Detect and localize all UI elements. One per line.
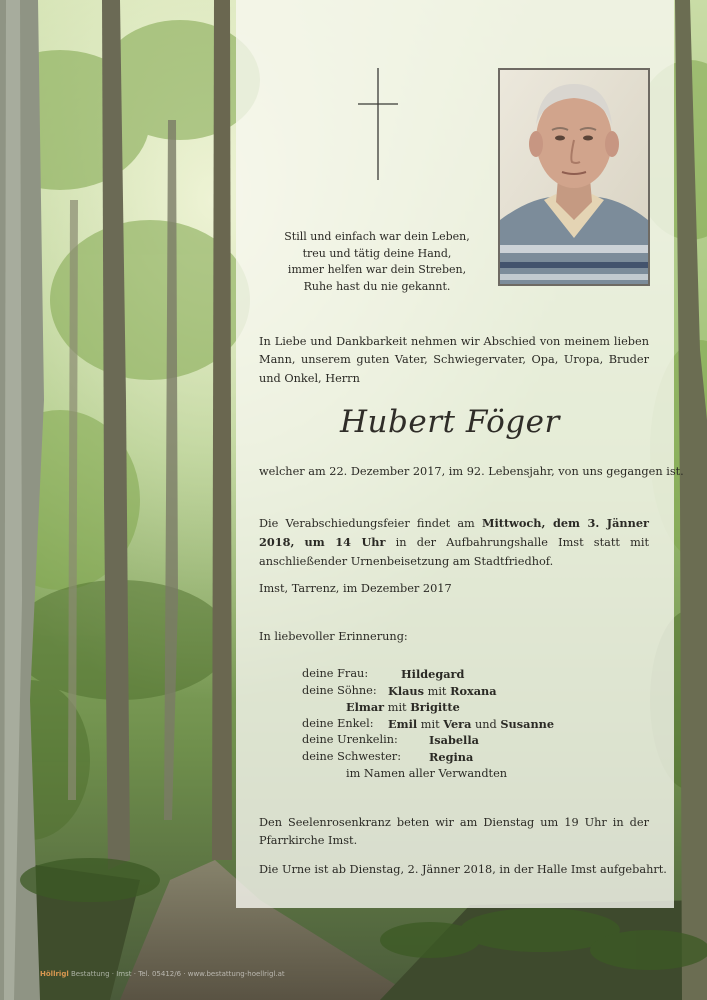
rosary-text: Den Seelenrosenkranz beten wir am Dienstag um 19 Uhr in der Pfarrkirche Imst.: [259, 816, 649, 848]
poem-line: treu und tätig deine Hand,: [302, 246, 452, 260]
grandchildren-label: deine Enkel:: [302, 717, 374, 730]
poem: [262, 229, 492, 295]
wife-name: Hildegard: [401, 667, 465, 681]
ceremony-part1: Die Verabschiedungsfeier findet am: [259, 517, 482, 530]
ceremony-part2: in der Aufbahrungshalle Imst statt mit anschließender Urnenbeisetzung am Stadtfriedhof.: [259, 536, 649, 568]
ceremony-date: Mittwoch, dem 3. Jänner 2018,: [259, 516, 649, 550]
intro-text: In Liebe und Dankbarkeit nehmen wir Abschied von meinem lieben Mann, unserem guten Vater, Schwiegervater, Opa, Uropa, Bruder und Onkel, Herrn: [259, 335, 649, 385]
ceremony-text: [259, 514, 649, 571]
son-1: Klaus mit Roxana: [388, 684, 497, 698]
cross-icon: [358, 68, 398, 180]
funeral-home-logo: Höllrigl: [40, 970, 69, 978]
sister-label: deine Schwester:: [302, 750, 402, 763]
wife-label: deine Frau:: [302, 667, 369, 680]
poem-line: Still und einfach war dein Leben,: [284, 230, 470, 243]
great-grandchildren-label: deine Urenkelin:: [302, 733, 398, 746]
footer-text: Bestattung · Imst · Tel. 05412/6 · www.bestattung-hoellrigl.at: [70, 970, 285, 978]
sister-name: Regina: [429, 750, 474, 764]
great-grandchild-name: Isabella: [429, 733, 479, 747]
footer: [40, 970, 680, 978]
memory-heading: In liebevoller Erinnerung:: [259, 630, 408, 643]
grandchildren-names: Emil mit Vera und Susanne: [388, 717, 555, 731]
poem-line: Ruhe hast du nie gekannt.: [303, 279, 451, 293]
son-2: Elmar mit Brigitte: [346, 700, 460, 714]
urn-text: Die Urne ist ab Dienstag, 2. Jänner 2018, in der Halle Imst aufgebahrt.: [259, 863, 667, 876]
portrait-image: [500, 70, 648, 284]
deceased-name: Hubert Föger: [340, 404, 560, 440]
ceremony-time: um 14 Uhr: [304, 535, 386, 550]
relatives-line: im Namen aller Verwandten: [346, 767, 508, 780]
death-info: welcher am 22. Dezember 2017, im 92. Lebensjahr, von uns gegangen ist.: [259, 465, 684, 478]
portrait-photo: [498, 68, 650, 286]
sons-label: deine Söhne:: [302, 684, 377, 697]
place-date: Imst, Tarrenz, im Dezember 2017: [259, 582, 452, 595]
poem-line: immer helfen war dein Streben,: [287, 263, 467, 276]
